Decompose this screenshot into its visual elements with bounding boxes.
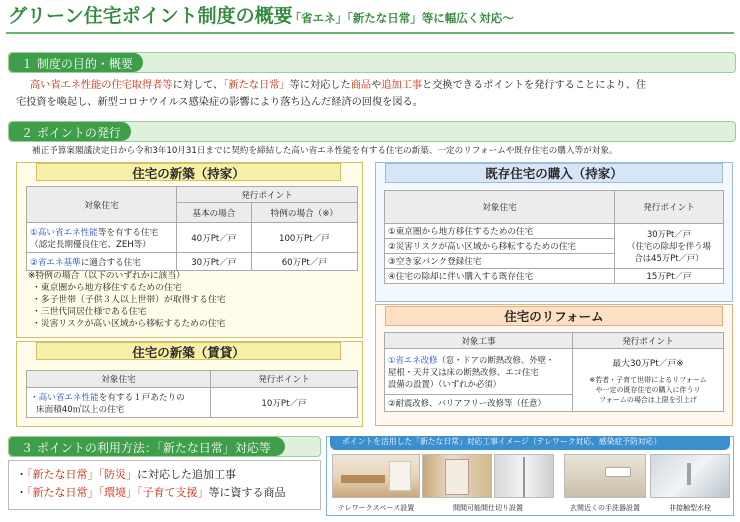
section-1-label: １ 制度の目的・概要 <box>9 53 143 72</box>
table-row <box>385 224 724 239</box>
text-highlight: 「防災」 <box>98 468 137 481</box>
basin-shape <box>605 467 631 477</box>
cell-target <box>27 253 177 271</box>
col-points: 発行ポイント <box>573 333 724 349</box>
note-line: ・多子世帯（子供３人以上世帯）が取得する住宅 <box>32 294 226 305</box>
new-own-table <box>26 186 358 271</box>
photo-telework <box>332 454 420 498</box>
existing-table <box>384 190 724 284</box>
table-row <box>27 223 358 253</box>
cell-points: 10万Pt／戸 <box>211 388 358 418</box>
text-highlight: 追加工事 <box>381 80 423 91</box>
caption-telework: テレワークスペース設置 <box>337 504 415 512</box>
table-row <box>27 388 358 418</box>
text: に対して、 <box>172 80 224 91</box>
text: （窓・ドアの断熱改修、外壁・ <box>437 354 555 365</box>
cell-target <box>27 223 177 253</box>
col-target: 対象住宅 <box>385 191 615 224</box>
text-highlight: ・高い省エネ性能 <box>30 392 99 403</box>
cell-points <box>615 224 724 269</box>
col-points: 発行ポイント <box>615 191 724 224</box>
window-shape <box>389 461 411 491</box>
usage-item-2 <box>16 487 286 500</box>
text: 最大30万Pt／戸※ <box>612 358 684 369</box>
text: フォームの場合は上限を引上げ <box>599 395 697 404</box>
caption-faucet: 非接触型水栓 <box>669 504 711 512</box>
text-highlight: 「新たな日常」 <box>223 80 290 91</box>
section-1-line2: 宅投資を喚起し、新型コロナウイルス感染症の影響により落ち込んだ経済の回復を図る。 <box>16 97 423 108</box>
text: ※若者・子育て世帯によるリフォーム <box>589 375 707 384</box>
text: （認定長期優良住宅、ZEH等） <box>30 239 151 250</box>
text: 屋根・天井又は床の断熱改修、エコ住宅 <box>388 366 539 377</box>
bullet: ・ <box>16 486 27 499</box>
cell-work <box>385 349 573 395</box>
section-1-line1 <box>30 80 646 92</box>
text-highlight: 高い省エネ性能の住宅取得者等 <box>30 80 173 91</box>
section-2-intro: 補正予算案閣議決定日から令和3年10月31日までに契約を締結した高い省エネ性能を有する住宅の新築、一定のリフォームや既存住宅の購入等が対象。 <box>32 146 618 156</box>
text-highlight: 「子育て支援」 <box>137 486 209 499</box>
faucet-shape <box>687 463 691 485</box>
text: 設備の設置）（いずれか必須） <box>388 378 502 389</box>
cell-points: 15万Pt／戸 <box>615 269 724 284</box>
caption-partition: 間間可能間仕切り設置 <box>453 504 523 512</box>
col-target: 対象住宅 <box>27 187 177 223</box>
text: や <box>371 80 382 91</box>
cell-special: 60万Pt／戸 <box>251 253 357 271</box>
col-target: 対象住宅 <box>27 371 211 388</box>
door-frame-shape <box>523 457 525 497</box>
page-subtitle: ～「省エネ」「新たな日常」等に幅広く対応～ <box>278 11 514 25</box>
cell-target: ①東京圏から地方移住するための住宅 <box>385 224 615 239</box>
images-header: ポイントを活用した「新たな日常」対応工事イメージ（テレワーク対応、感染症予防対応） <box>330 436 730 450</box>
note-line: ※特例の場合（以下のいずれかに該当） <box>28 271 185 281</box>
col-work: 対象工事 <box>385 333 573 349</box>
text-highlight: 「環境」 <box>98 486 137 499</box>
section-1-bar <box>8 52 736 73</box>
col-special: 特例の場合（※） <box>251 203 357 223</box>
text: 床面積40㎡以上の住宅 <box>36 404 125 415</box>
cell-target <box>27 388 211 418</box>
text-highlight: ①省エネ改修 <box>388 354 438 365</box>
new-own-header: 住宅の新築（持家） <box>36 163 341 181</box>
text: に適合する住宅 <box>80 257 141 268</box>
text: と交換できるポイントを発行することにより、住 <box>422 80 647 91</box>
title-underline <box>6 32 734 34</box>
section-2-label: ２ ポイントの発行 <box>9 122 131 141</box>
reform-header: 住宅のリフォーム <box>385 306 723 326</box>
desk-shape <box>341 475 385 483</box>
existing-header: 既存住宅の購入（持家） <box>385 163 723 183</box>
text-highlight: ②省エネ基準 <box>30 257 81 268</box>
photo-partition <box>422 454 492 498</box>
usage-item-1 <box>16 469 236 482</box>
text: を有する１戸あたりの <box>98 392 185 403</box>
cell-work: ②耐震改修、バリアフリー改修等（任意） <box>385 395 573 412</box>
new-rent-header: 住宅の新築（賃貸） <box>36 342 341 360</box>
note-line: ・三世代同居仕様である住宅 <box>32 306 147 317</box>
cell-special: 100万Pt／戸 <box>251 223 357 253</box>
note-line: ・東京圏から地方移住するための住宅 <box>32 282 182 293</box>
photo-entrance-washbasin <box>564 454 646 498</box>
cell-basic: 40万Pt／戸 <box>177 223 252 253</box>
caption-washbasin: 玄関近くの手洗器設置 <box>570 504 640 512</box>
new-own-notes <box>28 271 226 330</box>
table-row <box>385 269 724 284</box>
text: や一定の既存住宅の購入に伴うリ <box>595 385 701 394</box>
text: 等に対応した <box>289 80 351 91</box>
table-row <box>27 253 358 271</box>
photo-sliding-door <box>494 454 554 498</box>
text: に対応した追加工事 <box>137 468 236 481</box>
section-3-bar <box>8 436 321 457</box>
text: 等に資する商品 <box>208 486 286 499</box>
text: 等を有する住宅 <box>97 227 159 238</box>
reform-table <box>384 332 724 412</box>
page-title: グリーン住宅ポイント制度の概要 <box>8 5 293 27</box>
col-points: 発行ポイント <box>177 187 358 203</box>
cell-basic: 30万Pt／戸 <box>177 253 252 271</box>
text: 合は45万Pt／戸） <box>634 253 704 263</box>
cell-points <box>573 349 724 412</box>
text: （住宅の除却を伴う場 <box>627 241 711 251</box>
text-highlight: 「新たな日常」 <box>27 468 99 481</box>
bullet: ・ <box>16 468 27 481</box>
photo-touchless-faucet <box>650 454 730 498</box>
new-rent-table <box>26 370 358 418</box>
text-highlight: 商品 <box>350 80 372 91</box>
cell-target: ④住宅の除却に伴い購入する既存住宅 <box>385 269 615 284</box>
section-3-label: ３ ポイントの利用方法：「新たな日常」対応等 <box>9 437 285 456</box>
section-2-bar <box>8 121 736 142</box>
col-basic: 基本の場合 <box>177 203 252 223</box>
table-row <box>385 349 724 395</box>
text: 30万Pt／戸 <box>646 229 692 239</box>
cell-target: ③空き家バンク登録住宅 <box>385 254 615 269</box>
col-points: 発行ポイント <box>211 371 358 388</box>
note-line: ・災害リスクが高い区域から移転するための住宅 <box>32 318 226 329</box>
cell-target: ②災害リスクが高い区域から移転するための住宅 <box>385 239 615 254</box>
text-highlight: 「新たな日常」 <box>27 486 99 499</box>
text-highlight: ①高い省エネ性能 <box>30 227 98 238</box>
door-shape <box>445 459 469 495</box>
